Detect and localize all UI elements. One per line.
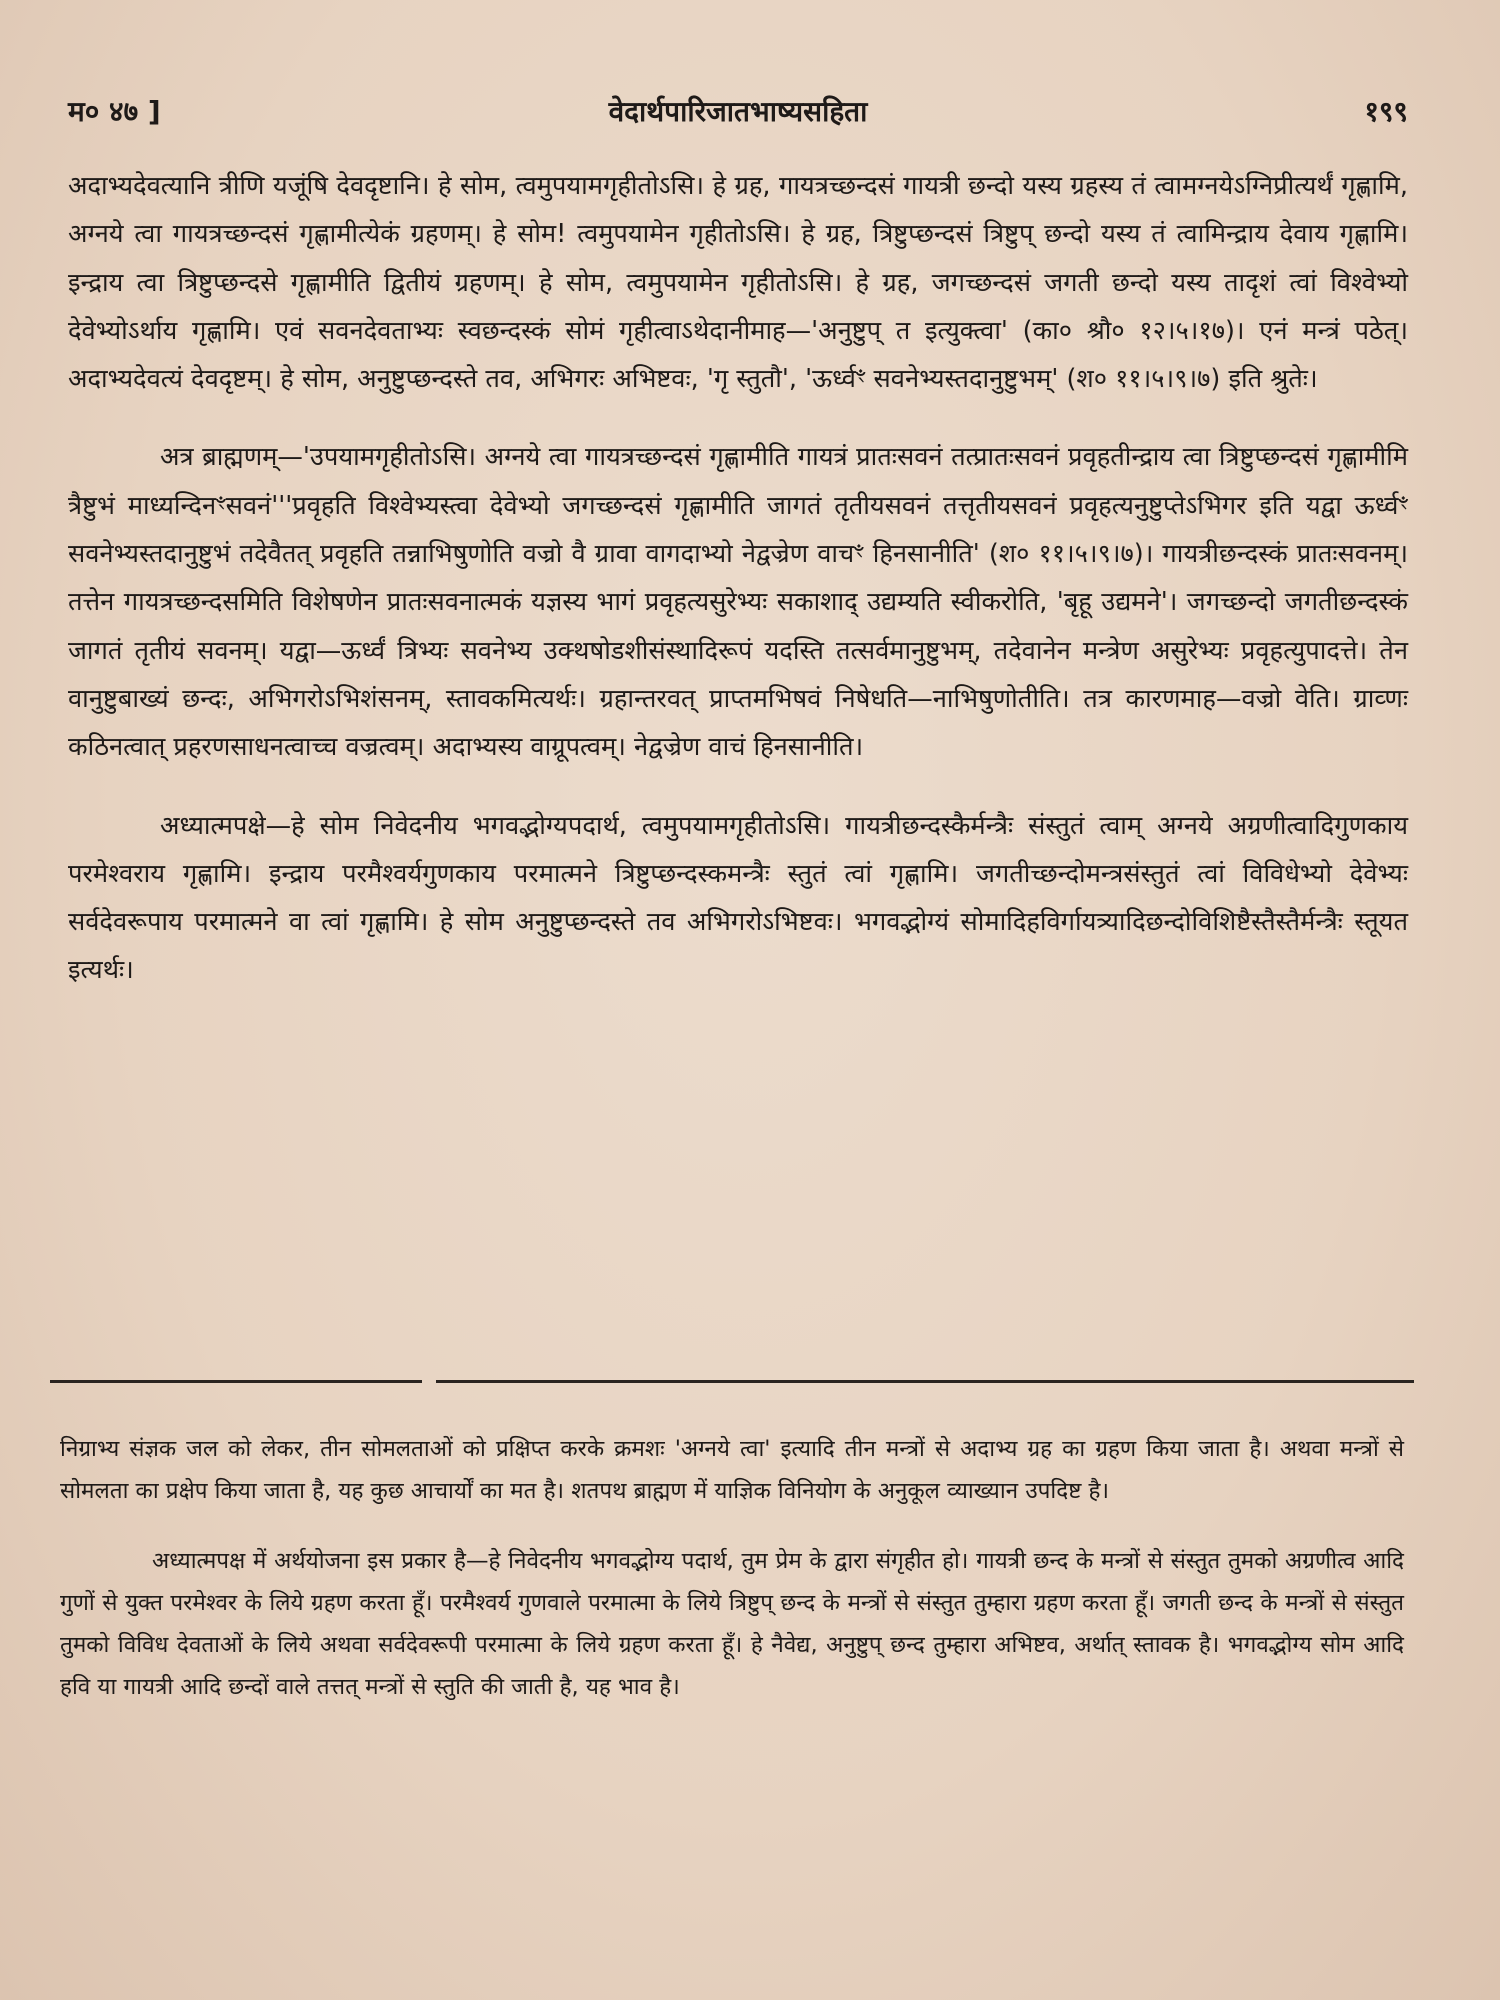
running-title: वेदार्थपारिजातभाष्यसहिता — [608, 95, 868, 128]
translation-paragraph-1: निग्राभ्य संज्ञक जल को लेकर, तीन सोमलताओं को प्रक्षिप्त करके क्रमशः 'अग्नये त्वा' इत्यादि तीन मन्त्रों से अदाभ्य ग्रह का ग्रहण किया जाता है। अथवा मन्त्रों से सोमलता का प्रक्षेप किया जाता है, यह कुछ आचार्यों का मत है। शतपथ ब्राह्मण में याज्ञिक विनियोग के अनुकूल व्याख्यान उपदिष्ट है। — [60, 1436, 1404, 1504]
page-number: १९९ — [1364, 95, 1408, 128]
divider-rule-left — [50, 1380, 422, 1383]
page-header — [68, 92, 1408, 132]
mantra-number: म० ४७ ] — [68, 95, 161, 128]
translation-paragraph-2: अध्यात्मपक्ष में अर्थयोजना इस प्रकार है—हे निवेदनीय भगवद्भोग्य पदार्थ, तुम प्रेम के द्वारा संगृहीत हो। गायत्री छन्द के मन्त्रों से संस्तुत तुमको अग्रणीत्व आदि गुणों से युक्त परमेश्वर के लिये ग्रहण करता हूँ। परमैश्वर्य गुणवाले परमात्मा के लिये त्रिष्टुप् छन्द के मन्त्रों से संस्तुत तुम्हारा ग्रहण करता हूँ। जगती छन्द के मन्त्रों से संस्तुत तुमको विविध देवताओं के लिये अथवा सर्वदेवरूपी परमात्मा के लिये ग्रहण करता हूँ। हे नैवेद्य, अनुष्टुप् छन्द तुम्हारा अभिष्टव, अर्थात् स्तावक है। भगवद्भोग्य सोम आदि हवि या गायत्री आदि छन्दों वाले तत्तत् मन्त्रों से स्तुति की जाती है, यह भाव है। — [60, 1548, 1404, 1700]
hindi-translation — [60, 1428, 1404, 1708]
sanskrit-commentary — [68, 162, 1408, 995]
commentary-paragraph-1: अदाभ्यदेवत्यानि त्रीणि यजूंषि देवदृष्टानि। हे सोम, त्वमुपयामगृहीतोऽसि। हे ग्रह, गायत्रच्छन्दसं गायत्री छन्दो यस्य ग्रहस्य तं त्वामग्नयेऽग्निप्रीत्यर्थं गृह्णामि, अग्नये त्वा गायत्रच्छन्दसं गृह्णामीत्येकं ग्रहणम्। हे सोम! त्वमुपयामेन गृहीतोऽसि। हे ग्रह, त्रिष्टुप्छन्दसं त्रिष्टुप् छन्दो यस्य तं त्वामिन्द्राय देवाय गृह्णामि। इन्द्राय त्वा त्रिष्टुप्छन्दसे गृह्णामीति द्वितीयं ग्रहणम्। हे सोम, त्वमुपयामेन गृहीतोऽसि। हे ग्रह, जगच्छन्दसं जगती छन्दो यस्य तादृशं त्वां विश्वेभ्यो देवेभ्योऽर्थाय गृह्णामि। एवं सवनदेवताभ्यः स्वछन्दस्कं सोमं गृहीत्वाऽथेदानीमाह—'अनुष्टुप् त इत्युक्त्वा' (का० श्रौ० १२।५।१७)। एनं मन्त्रं पठेत्। अदाभ्यदेवत्यं देवदृष्टम्। हे सोम, अनुष्टुप्छन्दस्ते तव, अभिगरः अभिष्टवः, 'गृ स्तुतौ', 'ऊर्ध्वꣳ सवनेभ्यस्तदानुष्टुभम्' (श० ११।५।९।७) इति श्रुतेः। — [68, 171, 1408, 395]
commentary-paragraph-adhyatma: अध्यात्मपक्षे—हे सोम निवेदनीय भगवद्भोग्यपदार्थ, त्वमुपयामगृहीतोऽसि। गायत्रीछन्दस्कैर्मन्त्रैः संस्तुतं त्वाम् अग्नये अग्रणीत्वादिगुणकाय परमेश्वराय गृह्णामि। इन्द्राय परमैश्वर्यगुणकाय परमात्मने त्रिष्टुप्छन्दस्कमन्त्रैः स्तुतं त्वां गृह्णामि। जगतीच्छन्दोमन्त्रसंस्तुतं त्वां विविधेभ्यो देवेभ्यः सर्वदेवरूपाय परमात्मने वा त्वां गृह्णामि। हे सोम अनुष्टुप्छन्दस्ते तव अभिगरोऽभिष्टवः। भगवद्भोग्यं सोमादिहविर्गायत्र्यादिछन्दोविशिष्टैस्तैस्तैर्मन्त्रैः स्तूयत इत्यर्थः। — [68, 810, 1408, 986]
divider-rule-right — [436, 1380, 1414, 1383]
commentary-paragraph-brahmana: अत्र ब्राह्मणम्—'उपयामगृहीतोऽसि। अग्नये त्वा गायत्रच्छन्दसं गृह्णामीति गायत्रं प्रातःसवनं तत्प्रातःसवनं प्रवृहतीन्द्राय त्वा त्रिष्टुप्छन्दसं गृह्णामीमि त्रैष्टुभं माध्यन्दिनꣳसवनं'''प्रवृहति विश्वेभ्यस्त्वा देवेभ्यो जगच्छन्दसं गृह्णामीति जागतं तृतीयसवनं तत्तृतीयसवनं प्रवृहत्यनुष्टुप्तेऽभिगर इति यद्वा ऊर्ध्वꣳ सवनेभ्यस्तदानुष्टुभं तदेवैतत् प्रवृहति तन्नाभिषुणोति वज्रो वै ग्रावा वागदाभ्यो नेद्वज्रेण वाचꣳ हिनसानीति' (श० ११।५।९।७)। गायत्रीछन्दस्कं प्रातःसवनम्। तत्तेन गायत्रच्छन्दसमिति विशेषणेन प्रातःसवनात्मकं यज्ञस्य भागं प्रवृहत्यसुरेभ्यः सकाशाद् उद्यम्यति स्वीकरोति, 'बृहू उद्यमने'। जगच्छन्दो जगतीछन्दस्कं जागतं तृतीयं सवनम्। यद्वा—ऊर्ध्वं त्रिभ्यः सवनेभ्य उक्थषोडशीसंस्थादिरूपं यदस्ति तत्सर्वमानुष्टुभम्, तदेवानेन मन्त्रेण असुरेभ्यः प्रवृहत्युपादत्ते। तेन वानुष्टुबाख्यं छन्दः, अभिगरोऽभिशंसनम्, स्तावकमित्यर्थः। ग्रहान्तरवत् प्राप्तमभिषवं निषेधति—नाभिषुणोतीति। तत्र कारणमाह—वज्रो वेति। ग्राव्णः कठिनत्वात् प्रहरणसाधनत्वाच्च वज्रत्वम्। अदाभ्यस्य वाग्रूपत्वम्। नेद्वज्रेण वाचं हिनसानीति। — [68, 442, 1408, 763]
